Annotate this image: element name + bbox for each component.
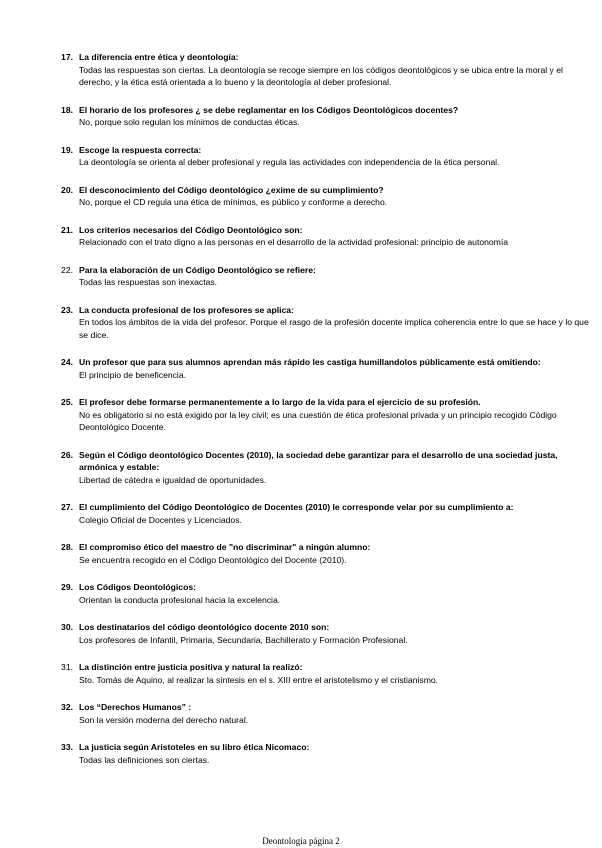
question-text: La diferencia entre ética y deontología: — [79, 52, 239, 62]
question-number: 33. — [61, 742, 73, 752]
question-text: El desconocimiento del Código deontológico ¿exime de su cumplimiento? — [79, 184, 384, 195]
question-item-17 — [50, 51, 590, 89]
answer-text: Colegio Oficial de Docentes y Licenciados. — [79, 514, 242, 525]
question-text: El compromiso ético del maestro de "no discriminar" a ningún alumno: — [79, 542, 371, 552]
question-item-19 — [50, 144, 590, 169]
question-list — [50, 51, 590, 781]
question-number: 31. — [61, 662, 73, 672]
answer-text: El principio de beneficencia. — [79, 369, 187, 380]
question-text: La conducta profesional de los profesores se aplica: — [79, 304, 294, 315]
question-item-23 — [50, 304, 590, 342]
question-number: 19. — [61, 144, 73, 155]
answer-text: Relacionado con el trato digno a las personas en el desarrollo de la actividad profesional: principio de autonomía — [79, 237, 509, 247]
question-text: El cumplimiento del Código Deontológico de Docentes (2010) le corresponde velar por su cumplimiento a: — [79, 502, 514, 512]
question-text: Los criterios necesarios del Código Deontológico son: — [79, 224, 303, 235]
question-number: 21. — [61, 224, 73, 235]
question-text: La justicia según Aristoteles en su libro ética Nicomaco: — [79, 742, 310, 752]
answer-text: La deontología se orienta al deber profesional y regula las actividades con independencia de la ética personal. — [79, 157, 500, 167]
answer-text: Todas las respuestas son ciertas. La deontología se recoge siempre en los códigos deontológicos y se ubica entre la moral y el derecho, y la ética está orientada a lo bueno y la deontología al deber profesional. — [79, 64, 563, 87]
question-item-20 — [50, 184, 590, 209]
question-item-18 — [50, 104, 590, 129]
answer-text: En todos los ámbitos de la vida del profesor. Porque el rasgo de la profesión docente implica coherencia entre lo que se hace y lo que se dice. — [79, 317, 589, 340]
question-number: 23. — [61, 304, 73, 315]
question-number: 32. — [61, 702, 73, 712]
question-item-26 — [50, 449, 590, 487]
question-item-33 — [50, 741, 590, 766]
page-footer: Deontologia página 2 — [262, 836, 340, 846]
answer-text: Sto. Tomás de Aquino, al realizar la síntesis en el s. XIII entre el aristotelismo y el cristianismo. — [79, 674, 439, 685]
question-number: 28. — [61, 542, 73, 552]
question-item-29 — [50, 581, 590, 606]
question-text: El profesor debe formarse permanentemente a lo largo de la vida para el ejercicio de su profesión. — [79, 397, 481, 407]
question-item-32 — [50, 701, 590, 726]
question-item-22 — [50, 264, 590, 289]
question-item-25 — [50, 396, 590, 434]
question-number: 27. — [61, 502, 73, 512]
question-text: Para la elaboración de un Código Deontológico se refiere: — [79, 264, 316, 275]
answer-text: Todas las definiciones son ciertas. — [79, 754, 210, 765]
question-text: La distinción entre justicia positiva y natural la realizó: — [79, 662, 303, 672]
question-number: 26. — [61, 449, 73, 460]
question-text: Los Códigos Deontológicos: — [79, 582, 196, 592]
question-item-30 — [50, 621, 590, 646]
question-number: 20. — [61, 184, 73, 195]
question-number: 30. — [61, 622, 73, 632]
question-text: El horario de los profesores ¿ se debe reglamentar en los Códigos Deontológicos docentes? — [79, 104, 459, 115]
question-text: Un profesor que para sus alumnos aprendan más rápido les castiga humillandolos públicamente está omitiendo: — [79, 357, 541, 367]
question-item-21 — [50, 224, 590, 249]
answer-text: No, porque solo regulan los mínimos de conductas éticas. — [79, 117, 300, 127]
question-item-28 — [50, 541, 590, 566]
question-number: 18. — [61, 104, 73, 115]
question-item-27 — [50, 501, 590, 526]
answer-text: Orientan la conducta profesional hacia la excelencia. — [79, 594, 281, 605]
question-item-24 — [50, 356, 590, 381]
question-number: 29. — [61, 582, 73, 592]
answer-text: Son la versión moderna del derecho natural. — [79, 714, 249, 725]
question-number: 24. — [61, 357, 73, 367]
question-text: Escoge la respuesta correcta: — [79, 144, 202, 155]
answer-text: Los profesores de Infantil, Primaria, Secundaria, Bachillerato y Formación Profesional. — [79, 634, 408, 645]
answer-text: Libertad de cátedra e igualdad de oportunidades. — [79, 474, 267, 485]
question-text: Los destinatarios del código deontológico docente 2010 son: — [79, 622, 330, 632]
answer-text: Todas las respuestas son inexactas. — [79, 277, 218, 287]
answer-text: Se encuentra recogido en el Código Deontológico del Docente (2010). — [79, 554, 347, 565]
question-number: 17. — [61, 52, 73, 62]
question-text: Según el Código deontológico Docentes (2010), la sociedad debe garantizar para el desarrollo de una sociedad justa, armónica y estable: — [79, 449, 558, 472]
answer-text: No es obligatorio si no está exigido por la ley civil; es una cuestión de ética profesional privada y un principio recogido Código Deontológico Docente. — [79, 409, 557, 432]
question-item-31 — [50, 661, 590, 686]
question-text: Los “Derechos Humanos” : — [79, 702, 192, 712]
answer-text: No, porque el CD regula una ética de mínimos, es público y conforme a derecho. — [79, 197, 388, 207]
question-number: 25. — [61, 397, 73, 407]
question-number: 22. — [61, 264, 73, 275]
